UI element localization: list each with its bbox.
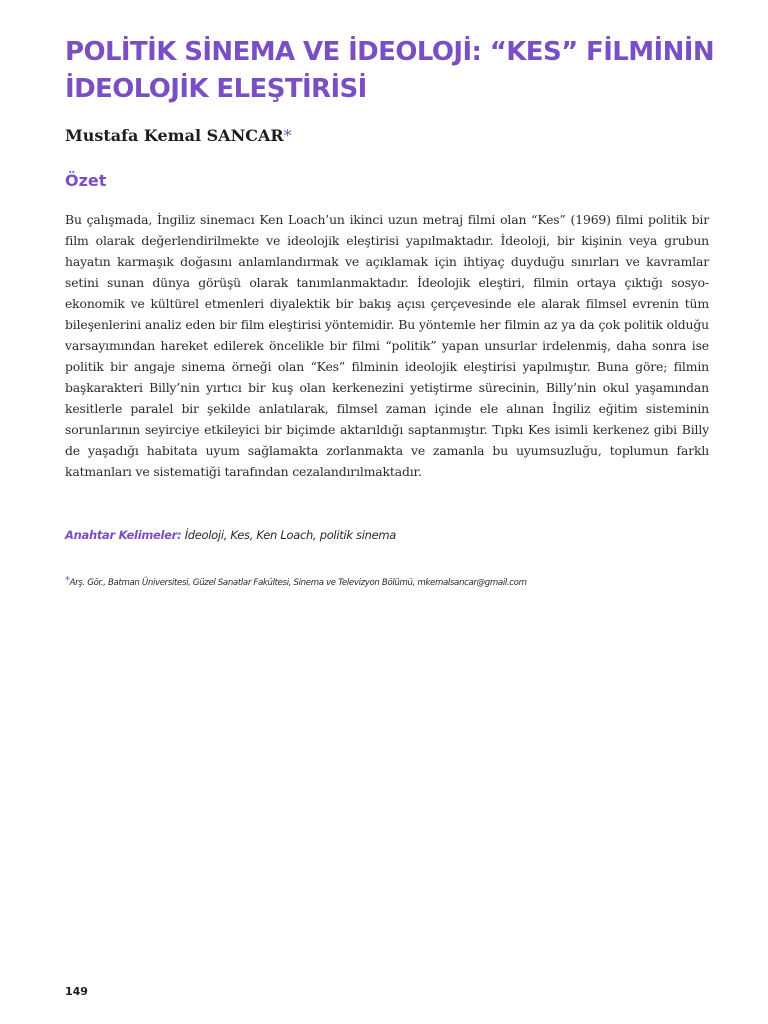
abstract-text: Bu çalışmada, İngiliz sinemacı Ken Loach’un ikinci uzun metraj filmi olan “Kes” (1969) filmi politik bir film olarak değerlendirilmekte ve ideolojik eleştirisi yapılmaktadır. İdeoloji, bir kişinin veya grubun hayatın karmaşık doğasını anlamlandırmak ve açıklamak için ihtiyaç duyduğu sınırları ve kavramlar setini sunan dünya görüşü olarak tanımlanmaktadır. İdeolojik eleştiri, filmin ortaya çıktığı sosyo-ekonomik ve kültürel etmenleri diyalektik bir bakış açısı çerçevesinde ele alarak filmsel evrenin tüm bileşenlerini analiz eden bir film eleştirisi yöntemidir. Bu yöntemle her filmin az ya da çok politik olduğu varsayımından hareket edilerek öncelikle bir filmi “politik” yapan unsurlar irdelenmiş, daha sonra ise politik bir angaje sinema örneği olan “Kes” filminin ideolojik eleştirisi yapılmıştır. Buna göre; filmin başkarakteri Billy’nin yırtıcı bir kuş olan kerkenezini yetiştirme sürecinin, Billy’nin okul yaşamından kesitlerle paralel bir şekilde anlatılarak, filmsel zaman içinde ele alınan İngiliz eğitim sisteminin sorunlarının seyirciye etkileyici bir biçimde aktarıldığı saptanmıştır. Tıpkı Kes isimli kerkenez gibi Billy de yaşadığı habitata uyum sağlamakta zorlanmakta ve zamanla bu uyumsuzluğu, toplumun farklı katmanları ve sistematiği tarafından cezalandırılmaktadır. xyxy=(65,212,709,479)
keywords-label: Anahtar Kelimeler: xyxy=(65,528,182,542)
author-footnote-marker: * xyxy=(283,126,292,145)
author-footnote xyxy=(65,573,527,591)
author-name: Mustafa Kemal SANCAR xyxy=(65,126,284,145)
keywords-line xyxy=(65,525,396,545)
footnote-text: Arş. Gör., Batman Üniversitesi, Güzel Sanatlar Fakültesi, Sinema ve Televizyon Bölümü, mkemalsancar@gmail.com xyxy=(69,578,527,588)
article-title: POLİTİK SİNEMA VE İDEOLOJİ: “KES” FİLMİNİN İDEOLOJİK ELEŞTİRİSİ xyxy=(65,37,714,104)
keywords-list: İdeoloji, Kes, Ken Loach, politik sinema xyxy=(184,528,397,542)
page-number: 149 xyxy=(65,985,88,998)
footnote-marker: * xyxy=(65,575,70,586)
abstract-heading: Özet xyxy=(65,171,107,190)
author-line xyxy=(65,124,292,148)
